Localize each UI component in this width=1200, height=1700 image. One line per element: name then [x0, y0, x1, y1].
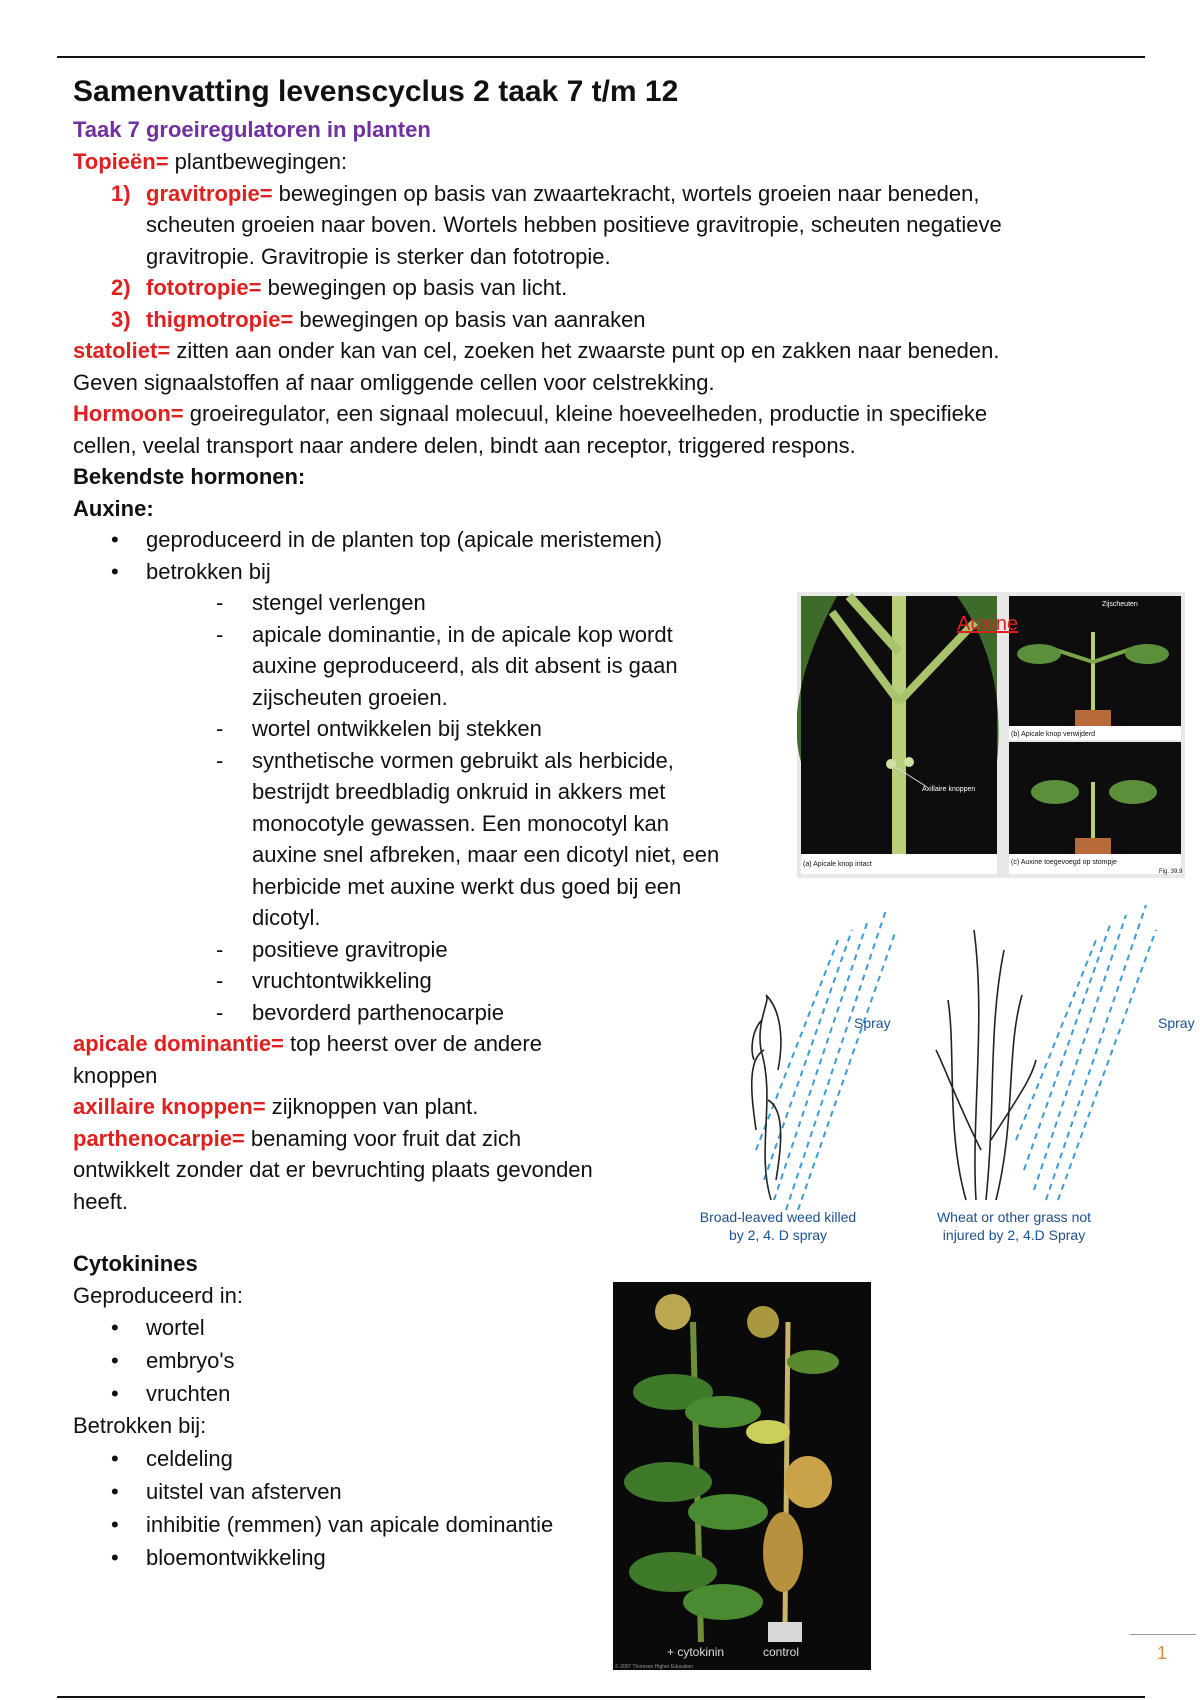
- label-a: (a) Apicale knop intact: [803, 861, 872, 868]
- page-title: Samenvatting levenscyclus 2 taak 7 t/m 12: [73, 75, 679, 108]
- list-item: - apicale dominantie, in de apicale kop wordt auxine geproduceerd, als dit absent is gaan zijscheuten groeien.: [216, 621, 678, 710]
- figure-apical-dominance: [797, 592, 1185, 878]
- page-number-rule: [1130, 1634, 1196, 1635]
- list-item: 1) gravitropie= bewegingen op basis van zwaartekracht, wortels groeien naar beneden, scheuten groeien naar boven. Wortels hebben positieve gravitropie, scheuten negatieve gravitropie. Gravitropie is sterker dan fototropie.: [111, 180, 1002, 269]
- top-rule: [57, 56, 1145, 58]
- definition-parthenocarpie: parthenocarpie= benaming voor fruit dat zich ontwikkelt zonder dat er bevruchting plaats gevonden heeft.: [73, 1125, 593, 1214]
- list-item: - vruchtontwikkeling: [216, 968, 432, 993]
- definition-apicale-dominantie: apicale dominantie= top heerst over de andere knoppen: [73, 1031, 542, 1088]
- list-item: - bevorderd parthenocarpie: [216, 999, 504, 1025]
- tropism-intro: Topieën= plantbewegingen:: [73, 149, 348, 174]
- list-item: - synthetische vormen gebruikt als herbicide, bestrijdt breedbladig onkruid in akkers met monocotyle gewassen. Een monocotyl kan auxine snel afbreken, maar een dicotyl niet, een herbicide met auxine werkt dus goed bij een dicotyl.: [216, 747, 720, 930]
- list-item: • inhibitie (remmen) van apicale dominantie: [111, 1511, 554, 1537]
- label-copyright: © 2007 Thomson Higher Education: [615, 1664, 694, 1670]
- label-fig-no: Fig. 39.9: [1159, 869, 1183, 875]
- caption-left-line1: Broad-leaved weed killed: [699, 1209, 857, 1225]
- list-item: • wortel: [111, 1315, 205, 1340]
- label-control: control: [763, 1645, 800, 1659]
- cytokinines-involved-label: Betrokken bij:: [73, 1413, 207, 1438]
- list-item: • vruchten: [111, 1381, 231, 1406]
- figure-cytokinin: [613, 1282, 871, 1670]
- spray-label-right: Spray: [1158, 1015, 1195, 1031]
- tropism-list: [73, 178, 1073, 336]
- list-item: • uitstel van afsterven: [111, 1478, 342, 1504]
- statoliet-definition: statoliet= zitten aan onder kan van cel, zoeken het zwaarste punt op en zakken naar beneden. Geven signaalstoffen af naar omliggende cellen voor celstrekking.: [73, 338, 1000, 395]
- label-zijscheuten: Zijscheuten: [1102, 601, 1138, 608]
- bottom-rule: [57, 1696, 1145, 1698]
- list-item: • celdeling: [111, 1445, 233, 1471]
- cytokinines-produced-label: Geproduceerd in:: [73, 1282, 243, 1308]
- auxine-heading: Auxine:: [73, 495, 154, 521]
- list-item: 2) fototropie= bewegingen op basis van licht.: [111, 275, 568, 300]
- cytokinin-illustration: [613, 1282, 871, 1670]
- list-item: - positieve gravitropie: [216, 936, 448, 962]
- label-axillaire: Axillaire knoppen: [922, 786, 976, 793]
- label-b: (b) Apicale knop verwijderd: [1011, 731, 1096, 738]
- spray-illustration: [686, 900, 1198, 1260]
- list-item: • embryo's: [111, 1348, 235, 1373]
- caption-right-line2: injured by 2, 4.D Spray: [942, 1227, 1086, 1243]
- page-number: 1: [1157, 1643, 1168, 1663]
- list-item: • betrokken bij: [111, 558, 271, 584]
- apical-dominance-illustration: [797, 592, 1185, 878]
- list-item: - stengel verlengen: [216, 590, 426, 615]
- definition-axillaire-knoppen: axillaire knoppen= zijknoppen van plant.: [73, 1094, 479, 1119]
- label-cytokinin: + cytokinin: [667, 1645, 725, 1659]
- cytokinines-heading: Cytokinines: [73, 1251, 198, 1276]
- list-item: • geproduceerd in de planten top (apicale meristemen): [111, 527, 663, 552]
- list-item: • bloemontwikkeling: [111, 1544, 326, 1570]
- list-item: 3) thigmotropie= bewegingen op basis van aanraken: [111, 306, 646, 332]
- term-tropisms: Topieën=: [73, 149, 169, 174]
- caption-right-line1: Wheat or other grass not: [936, 1209, 1092, 1225]
- hormones-heading: Bekendste hormonen:: [73, 464, 306, 489]
- figure-herbicide-spray: [686, 900, 1198, 1260]
- caption-left-line2: by 2, 4. D spray: [728, 1227, 828, 1243]
- cytokinines-produced-list: [73, 1311, 1073, 1410]
- section-subtitle: Taak 7 groeiregulatoren in planten: [73, 117, 431, 142]
- label-c: (c) Auxine toegevoegd op stompje: [1011, 859, 1117, 866]
- hormoon-definition: Hormoon= groeiregulator, een signaal molecuul, kleine hoeveelheden, productie in specifieke cellen, veelal transport naar andere delen, bindt aan receptor, triggered respons.: [73, 401, 988, 458]
- cytokinines-involved-list: [73, 1442, 1073, 1574]
- list-item: - wortel ontwikkelen bij stekken: [216, 716, 542, 741]
- overlay-auxine: Auxine: [957, 613, 1019, 635]
- spray-label-left: Spray: [854, 1015, 891, 1031]
- auxine-bullets: [73, 524, 1073, 587]
